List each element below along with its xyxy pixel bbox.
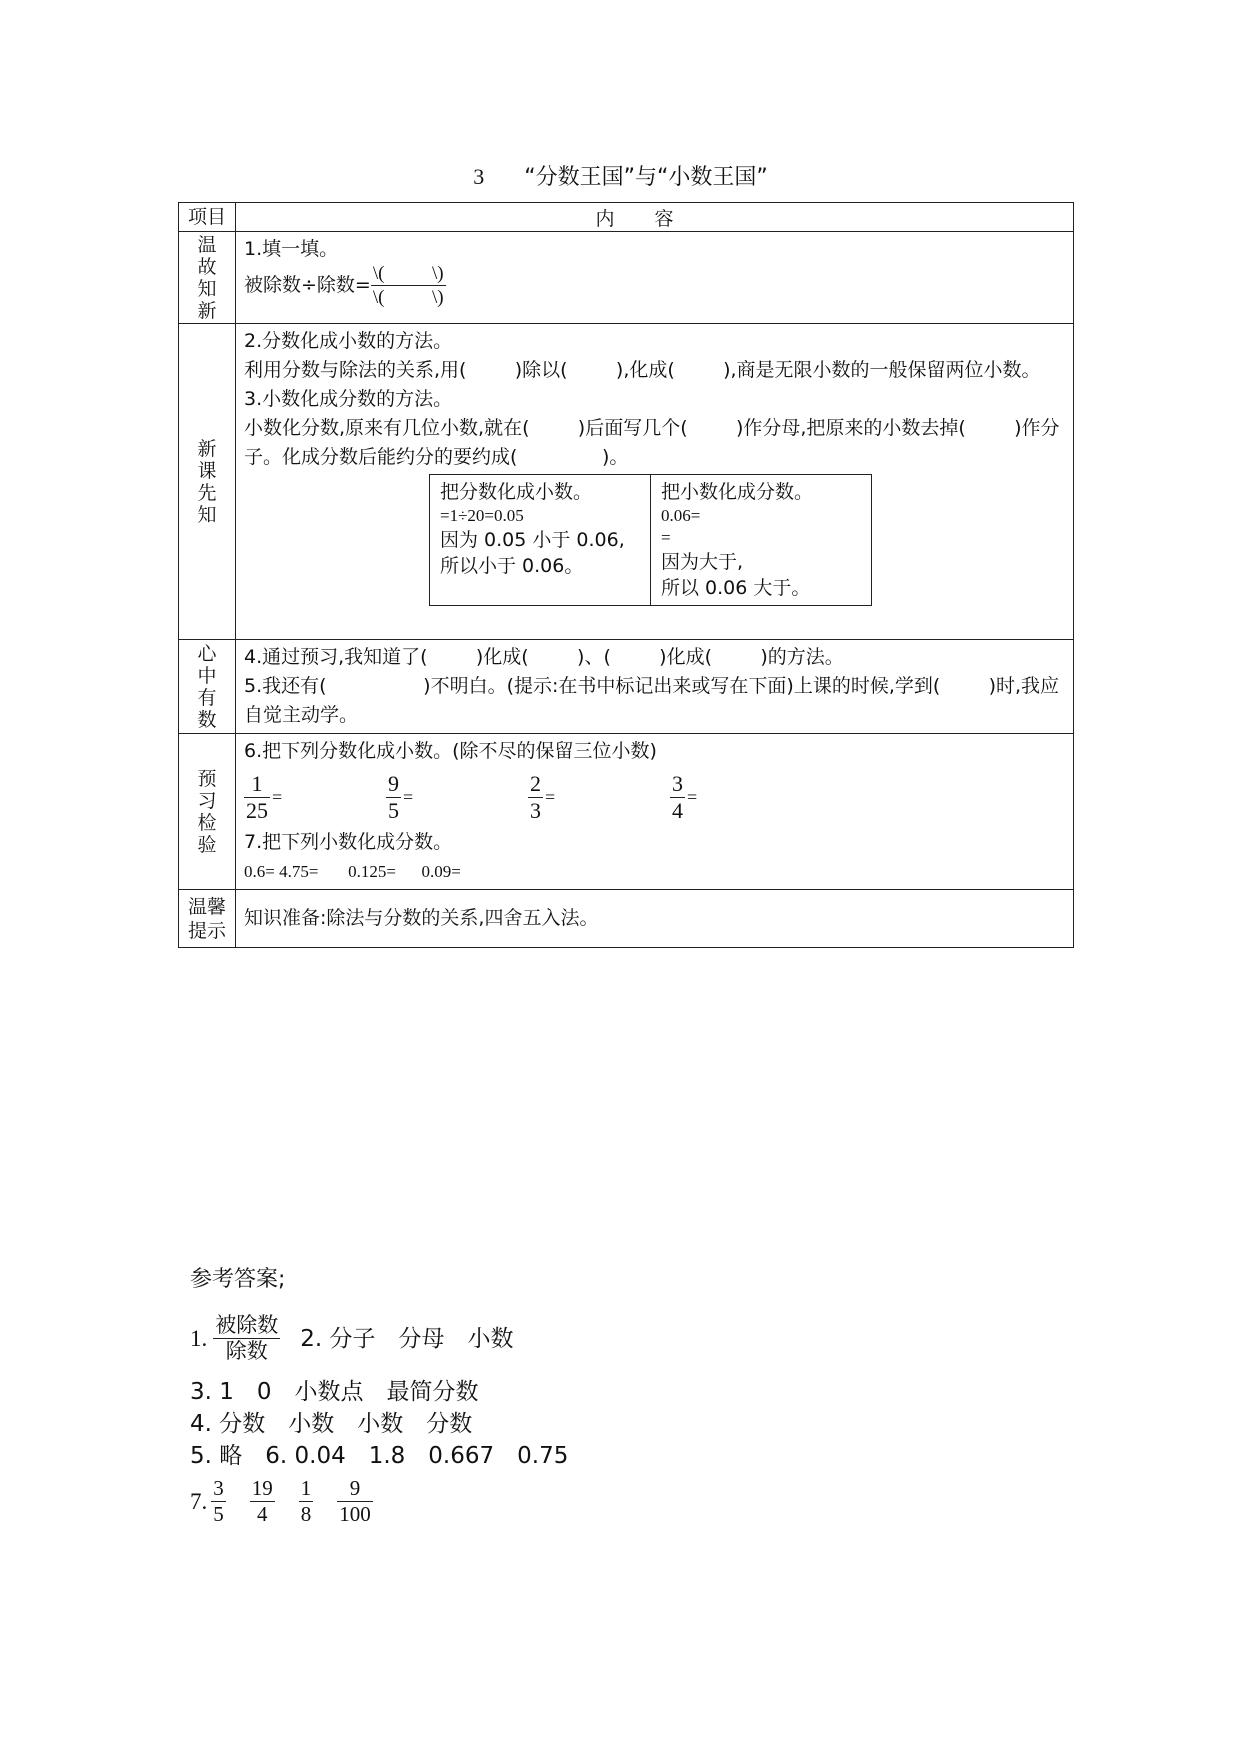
answer-7-frac-2: $\frac{19}{4}$ xyxy=(251,1476,273,1526)
header-label-cell: 项目 xyxy=(179,203,236,232)
header-content-cell: 内容 xyxy=(236,203,1074,232)
review-label: 温故知新 xyxy=(179,232,236,324)
answer-2: 2. 分子 分母 小数 xyxy=(300,1325,514,1352)
q2-text: 利用分数与除法的关系,用( )除以( ),化成( ),商是无限小数的一般保留两位小数。 xyxy=(244,359,1041,381)
q7-title: 7.把下列小数化成分数。 xyxy=(244,831,453,853)
row-check xyxy=(179,734,1074,890)
q6-item-2: $\frac{9}{5}$ = xyxy=(388,770,414,823)
tips-text: 知识准备:除法与分数的关系,四舍五入法。 xyxy=(244,907,599,929)
review-content xyxy=(236,232,1074,324)
row-review xyxy=(179,232,1074,324)
q4-text: 4.通过预习,我知道了( )化成( )、( )化成( )的方法。 xyxy=(244,646,844,668)
answer-7-frac-4: $\frac{9}{100}$ xyxy=(339,1476,371,1526)
answer-3: 3. 1 0 小数点 最简分数 xyxy=(190,1379,479,1405)
preview-label: 新课先知 xyxy=(179,324,236,640)
check-content xyxy=(236,734,1074,890)
mind-content xyxy=(236,640,1074,734)
row-tips xyxy=(179,890,1074,948)
answer-4: 4. 分数 小数 小数 分数 xyxy=(190,1411,473,1437)
row-preview xyxy=(179,324,1074,640)
check-label: 预习检验 xyxy=(179,734,236,890)
row-mind xyxy=(179,640,1074,734)
mind-label: 心中有数 xyxy=(179,640,236,734)
answers-section xyxy=(190,1262,568,1525)
q1-title: 1.填一填。 xyxy=(244,238,339,260)
q6-item-1: $\frac{1}{25}$ = xyxy=(246,770,283,823)
q6-fractions xyxy=(244,766,1065,828)
answers-heading: 参考答案; xyxy=(190,1267,286,1292)
q1-prefix: 被除数÷除数= xyxy=(244,274,371,296)
q1-fraction xyxy=(371,264,446,307)
q3-text: 小数化分数,原来有几位小数,就在( )后面写几个( )作分母,把原来的小数去掉( )作分子。化成分数后能约分的要约成( )。 xyxy=(244,417,1060,468)
answer-5-6: 5. 略 6. 0.04 1.8 0.667 0.75 xyxy=(190,1443,569,1469)
q6-item-4: $\frac{3}{4}$ = xyxy=(672,770,698,823)
q2-title: 2.分数化成小数的方法。 xyxy=(244,330,453,352)
example-box xyxy=(429,474,872,606)
preview-content xyxy=(236,324,1074,640)
q6-title: 6.把下列分数化成小数。(除不尽的保留三位小数) xyxy=(244,740,657,762)
q1-line xyxy=(244,264,1065,307)
q5-text: 5.我还有( )不明白。(提示:在书中标记出来或写在下面)上课的时候,学到( )时,我应自觉主动学。 xyxy=(244,675,1060,726)
title-number: 3 xyxy=(473,164,485,189)
answer-row-7: 7. $\frac{3}{5}$ $\frac{19}{4}$ $\frac{1}{8}$ $\frac{9}{100}$ xyxy=(190,1476,371,1526)
q3-title: 3.小数化成分数的方法。 xyxy=(244,388,453,410)
worksheet-table xyxy=(178,202,1074,948)
title-text: “分数王国”与“小数王国” xyxy=(524,165,768,190)
answer-7-frac-3: $\frac{1}{8}$ xyxy=(300,1476,312,1526)
answer-row-1: 1. $\frac{\text{被除数}}{\text{除数}}$ 2. 分子 分母 小数 xyxy=(190,1313,514,1363)
example-right: 把小数化成分数。 0.06= = 因为大于, 所以 0.06 大于。 xyxy=(651,475,872,606)
answer-1-fraction: $\frac{\text{被除数}}{\text{除数}}$ xyxy=(215,1313,279,1363)
tips-label: 温馨提示 xyxy=(179,890,236,948)
q1-numerator: \( \) xyxy=(372,263,444,284)
table-header-row xyxy=(179,203,1074,232)
q1-denominator: \( \) xyxy=(372,287,444,308)
example-left: 把分数化成小数。 =1÷20=0.05 因为 0.05 小于 0.06, 所以小于 0.06。 xyxy=(430,475,651,606)
q7-items: 0.6= 4.75= 0.125= 0.09= xyxy=(244,862,461,881)
tips-content xyxy=(236,890,1074,948)
page-title xyxy=(0,160,1241,191)
q6-item-3: $\frac{2}{3}$ = xyxy=(530,770,556,823)
answer-7-frac-1: $\frac{3}{5}$ xyxy=(213,1476,224,1526)
